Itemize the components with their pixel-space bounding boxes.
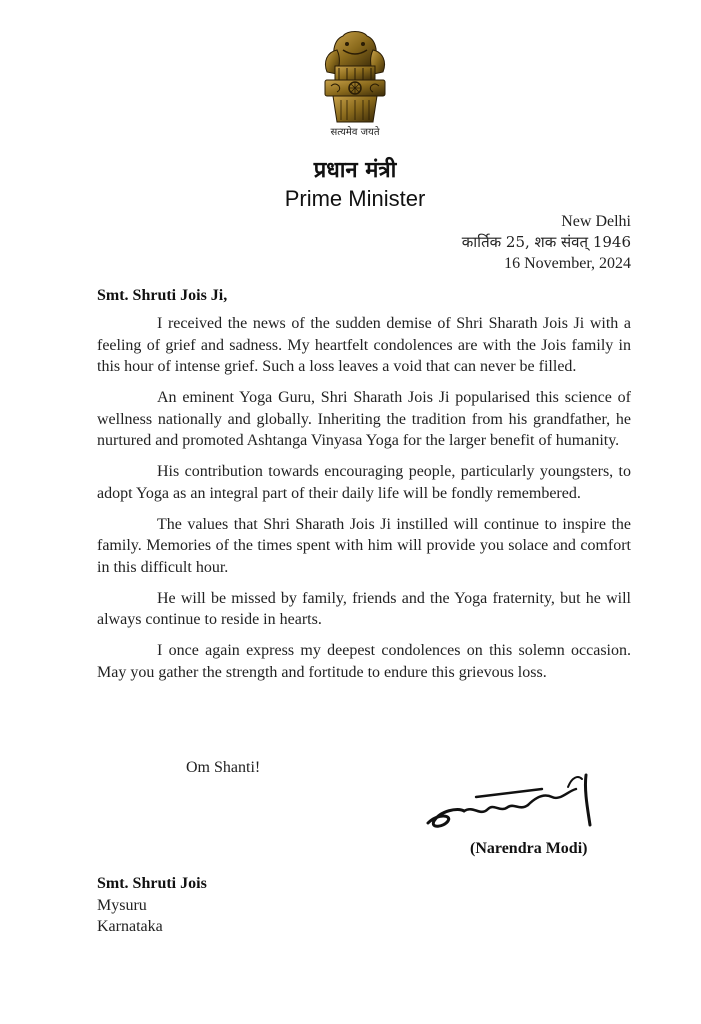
state-emblem-icon: [317, 26, 393, 126]
paragraph: He will be missed by family, friends and the Yoga fraternity, but he will always continue to reside in hearts.: [97, 589, 631, 628]
paragraph: I received the news of the sudden demise of Shri Sharath Jois Ji with a feeling of grief and sadness. My heartfelt condolences are with the Jois family in this hour of intense grief. Such a loss leaves a void that can never be filled.: [97, 315, 631, 375]
recipient-city: Mysuru: [97, 896, 147, 914]
place: New Delhi: [561, 213, 631, 230]
office-title-hindi: प्रधान मंत्री: [313, 158, 397, 183]
signatory-name: (Narendra Modi): [470, 840, 588, 857]
paragraph: The values that Shri Sharath Jois Ji instilled will continue to inspire the family. Memories of the times spent with him will provide you solace and comfort in this difficult hour.: [97, 515, 631, 576]
letter-body: [97, 313, 631, 693]
recipient-address: [97, 873, 207, 938]
recipient-state: Karnataka: [97, 918, 163, 935]
paragraph: His contribution towards encouraging people, particularly youngsters, to adopt Yoga as an integral part of their daily life will be fondly remembered.: [97, 463, 631, 502]
hindi-date: कार्तिक 25, शक संवत् 1946: [461, 233, 631, 251]
paragraph: An eminent Yoga Guru, Shri Sharath Jois Ji popularised this science of wellness nationally and globally. Inheriting the tradition from his grandfather, he nurtured and promoted Ashtanga Vinyasa Yoga for the larger benefit of humanity.: [97, 389, 631, 449]
recipient-name: Smt. Shruti Jois: [97, 875, 207, 892]
office-title-english: Prime Minister: [284, 186, 426, 211]
paragraph: I once again express my deepest condolences on this solemn occasion. May you gather the strength and fortitude to endure this grievous loss.: [97, 642, 631, 681]
emblem-motto: सत्यमेव जयते: [330, 127, 380, 138]
salutation: Smt. Shruti Jois Ji,: [97, 287, 228, 304]
closing: Om Shanti!: [186, 759, 261, 776]
dateline: [351, 211, 631, 274]
letter-date: 16 November, 2024: [504, 255, 631, 272]
signature-icon: [418, 767, 608, 837]
